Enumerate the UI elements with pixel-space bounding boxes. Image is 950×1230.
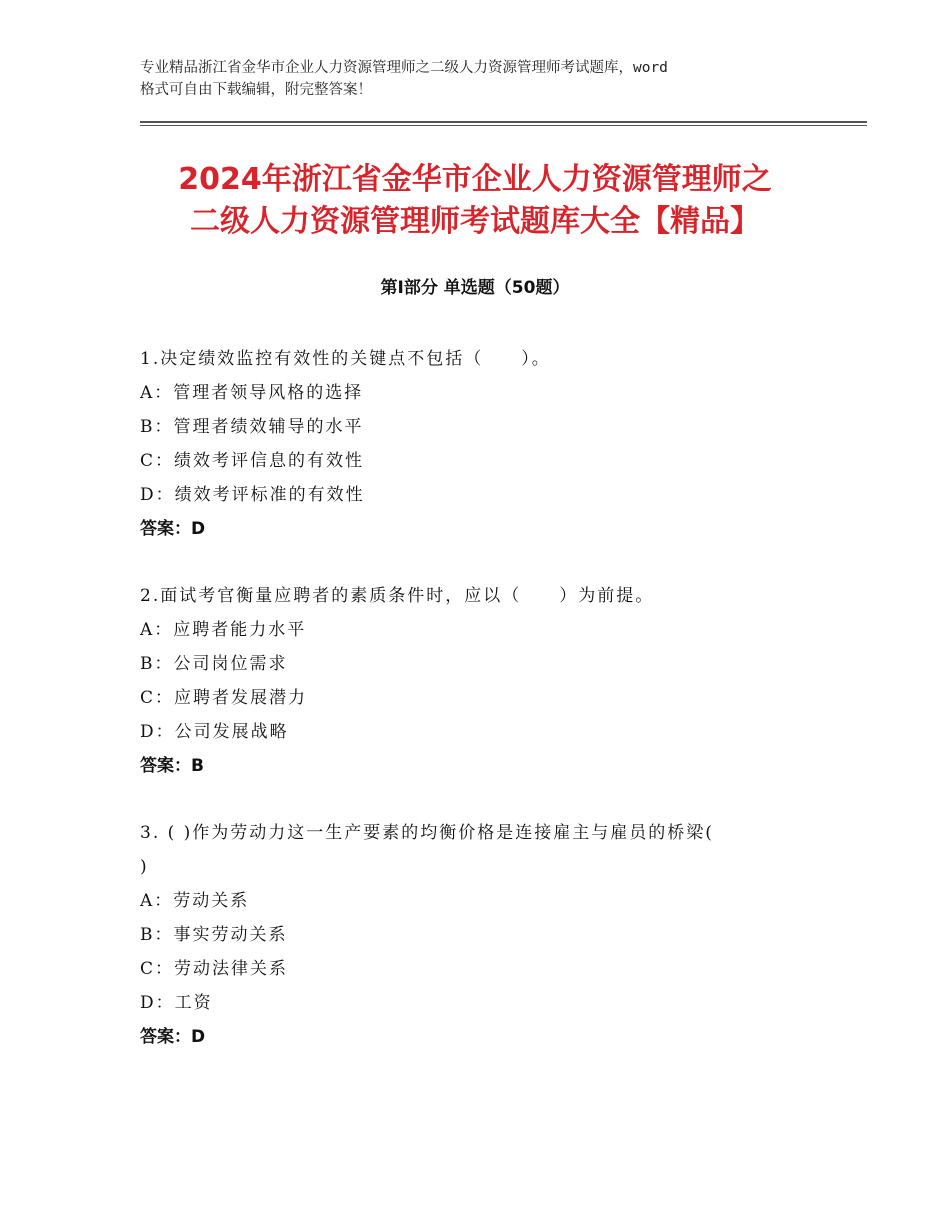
- option-a: A：管理者领导风格的选择: [140, 383, 364, 403]
- question-stem: 2.面试考官衡量应聘者的素质条件时，应以（ ）为前提。: [140, 586, 655, 606]
- option-b: B：事实劳动关系: [140, 925, 288, 945]
- question-1: [140, 342, 820, 546]
- answer-line: 答案：D: [140, 1027, 206, 1047]
- document-title-line-1: 2024年浙江省金华市企业人力资源管理师之: [178, 162, 772, 197]
- option-b: B：公司岗位需求: [140, 654, 288, 674]
- question-stem-continuation: ): [140, 857, 149, 877]
- option-d: D：工资: [140, 993, 213, 1013]
- option-b: B：管理者绩效辅导的水平: [140, 417, 364, 437]
- question-3: [140, 816, 820, 1054]
- question-2: [140, 579, 820, 783]
- question-stem: 1.决定绩效监控有效性的关键点不包括（ ）。: [140, 349, 551, 369]
- answer-line: 答案：D: [140, 519, 206, 539]
- question-list: [140, 342, 820, 1087]
- option-c: C：绩效考评信息的有效性: [140, 451, 365, 471]
- document-title-line-2: 二级人力资源管理师考试题库大全【精品】: [190, 204, 760, 239]
- option-a: A：劳动关系: [140, 891, 250, 911]
- option-d: D：绩效考评标准的有效性: [140, 485, 365, 505]
- header-note-line-1: 专业精品浙江省金华市企业人力资源管理师之二级人力资源管理师考试题库，word: [140, 60, 668, 76]
- option-c: C：应聘者发展潜力: [140, 688, 308, 708]
- option-d: D：公司发展战略: [140, 722, 289, 742]
- header-divider-thin: [140, 125, 867, 126]
- header-divider-thick: [140, 121, 867, 123]
- header-note-line-2: 格式可自由下载编辑，附完整答案！: [140, 82, 372, 98]
- option-c: C：劳动法律关系: [140, 959, 289, 979]
- section-title: 第Ⅰ部分 单选题（50题）: [380, 278, 570, 298]
- question-stem: 3. ( )作为劳动力这一生产要素的均衡价格是连接雇主与雇员的桥梁(: [140, 823, 714, 843]
- document-title: [110, 159, 840, 243]
- answer-line: 答案：B: [140, 756, 204, 776]
- header-note: [140, 57, 830, 101]
- option-a: A：应聘者能力水平: [140, 620, 307, 640]
